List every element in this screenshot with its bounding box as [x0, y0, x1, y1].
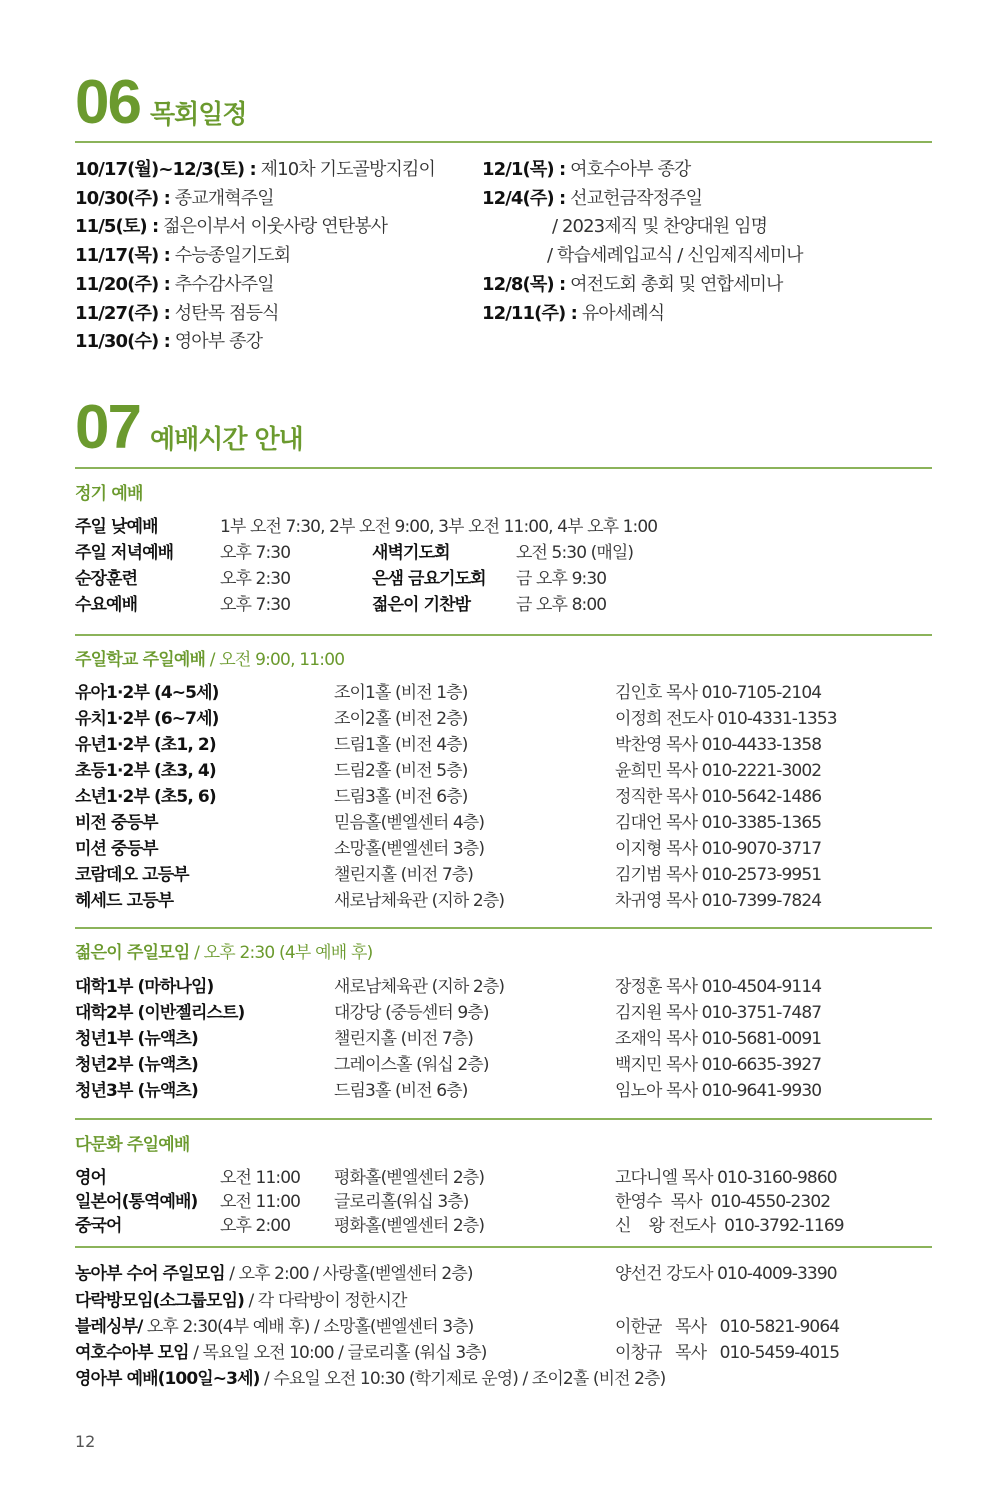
schedule-right-column — [482, 156, 803, 328]
schedule-item-continuation: / 2023제직 및 찬양대원 임명 — [552, 216, 768, 238]
list-item: 농아부 수어 주일모임 / 오후 2:00 / 사랑홀(벧엘센터 2층) 양선건 강도사 010-4009-3390 — [75, 1264, 837, 1284]
section-07-header — [75, 393, 303, 462]
table-row: 초등1·2부 (초3, 4) 드림2홀 (비전 5층) 윤희민 목사 010-2221-3002 — [75, 761, 822, 781]
schedule-item: 11/27(주) : 성탄목 점등식 — [75, 302, 279, 324]
service-row: 주일 낮예배 1부 오전 7:30, 2부 오전 9:00, 3부 오전 11:00, 4부 오후 1:00 — [75, 517, 658, 537]
table-row: 코람데오 고등부 챌린지홀 (비전 7층) 김기범 목사 010-2573-9951 — [75, 865, 822, 885]
schedule-item: 11/20(주) : 추수감사주일 — [75, 273, 274, 295]
table-row: 미션 중등부 소망홀(벧엘센터 3층) 이지형 목사 010-9070-3717 — [75, 839, 822, 859]
section-06-header — [75, 68, 247, 137]
list-item: 여호수아부 모임 / 목요일 오전 10:00 / 글로리홀 (워십 3층) 이창규 목사 010-5459-4015 — [75, 1343, 840, 1363]
schedule-item: 12/11(주) : 유아세례식 — [482, 302, 665, 324]
subsection-heading: 다문화 주일예배 — [75, 1135, 190, 1155]
page-number: 12 — [75, 1432, 96, 1451]
service-row: 주일 저녁예배 오후 7:30 새벽기도회 오전 5:30 (매일) — [75, 543, 634, 563]
table-row: 대학1부 (마하나임) 새로남체육관 (지하 2층) 장정훈 목사 010-4504-9114 — [75, 977, 822, 997]
list-item: 블레싱부/ 오후 2:30(4부 예배 후) / 소망홀(벧엘센터 3층) 이한균 목사 010-5821-9064 — [75, 1317, 840, 1337]
table-row: 소년1·2부 (초5, 6) 드림3홀 (비전 6층) 정직한 목사 010-5642-1486 — [75, 787, 822, 807]
table-row: 중국어 오후 2:00 평화홀(벧엘센터 2층) 신 왕 전도사 010-3792-1169 — [75, 1216, 844, 1236]
schedule-item-continuation: / 학습세례입교식 / 신임제직세미나 — [547, 245, 803, 267]
divider — [75, 141, 932, 143]
table-row: 청년1부 (뉴액츠) 챌린지홀 (비전 7층) 조재익 목사 010-5681-0091 — [75, 1029, 822, 1049]
schedule-left-column — [75, 156, 435, 357]
list-item: 다락방모임(소그룹모임) / 각 다락방이 정한시간 — [75, 1291, 407, 1311]
service-row: 수요예배 오후 7:30 젊은이 기찬밤 금 오후 8:00 — [75, 595, 607, 615]
divider — [75, 634, 932, 636]
schedule-item: 11/17(목) : 수능종일기도회 — [75, 245, 291, 267]
section-number: 07 — [75, 393, 140, 462]
subsection-heading: 정기 예배 — [75, 484, 143, 504]
service-row: 순장훈련 오후 2:30 은샘 금요기도회 금 오후 9:30 — [75, 569, 607, 589]
list-item: 영아부 예배(100일~3세) / 수요일 오전 10:30 (학기제로 운영) / 조이2홀 (비전 2층) — [75, 1369, 666, 1389]
schedule-item: 12/1(목) : 여호수아부 종강 — [482, 159, 691, 180]
subsection-heading: 주일학교 주일예배 / 오전 9:00, 11:00 — [75, 650, 345, 670]
schedule-item: 12/8(목) : 여전도회 총회 및 연합세미나 — [482, 273, 783, 295]
divider — [75, 927, 932, 929]
schedule-item: 12/4(주) : 선교헌금작정주일 — [482, 187, 703, 209]
subsection-heading: 젊은이 주일모임 / 오후 2:30 (4부 예배 후) — [75, 943, 373, 963]
schedule-item: 10/30(주) : 종교개혁주일 — [75, 187, 274, 209]
divider — [75, 1246, 932, 1248]
schedule-item: 11/5(토) : 젊은이부서 이웃사랑 연탄봉사 — [75, 216, 388, 238]
table-row: 유치1·2부 (6~7세) 조이2홀 (비전 2층) 이정희 전도사 010-4331-1353 — [75, 709, 837, 729]
table-row: 청년2부 (뉴액츠) 그레이스홀 (워십 2층) 백지민 목사 010-6635-3927 — [75, 1055, 822, 1075]
schedule-item: 10/17(월)~12/3(토) : 제10차 기도골방지킴이 — [75, 159, 435, 180]
table-row: 유년1·2부 (초1, 2) 드림1홀 (비전 4층) 박찬영 목사 010-4433-1358 — [75, 735, 822, 755]
table-row: 유아1·2부 (4~5세) 조이1홀 (비전 1층) 김인호 목사 010-7105-2104 — [75, 683, 822, 703]
table-row: 헤세드 고등부 새로남체육관 (지하 2층) 차귀영 목사 010-7399-7824 — [75, 891, 822, 911]
table-row: 청년3부 (뉴액츠) 드림3홀 (비전 6층) 임노아 목사 010-9641-9930 — [75, 1081, 822, 1101]
table-row: 비전 중등부 믿음홀(벧엘센터 4층) 김대언 목사 010-3385-1365 — [75, 813, 822, 833]
section-number: 06 — [75, 68, 140, 137]
divider — [75, 1118, 932, 1120]
section-title: 예배시간 안내 — [149, 425, 303, 455]
schedule-item: 11/30(수) : 영아부 종강 — [75, 331, 263, 353]
divider — [75, 467, 932, 469]
table-row: 대학2부 (이반젤리스트) 대강당 (중등센터 9층) 김지원 목사 010-3751-7487 — [75, 1003, 822, 1023]
table-row: 일본어(통역예배) 오전 11:00 글로리홀(워십 3층) 한영수 목사 010-4550-2302 — [75, 1192, 831, 1212]
section-title: 목회일정 — [149, 100, 247, 130]
table-row: 영어 오전 11:00 평화홀(벧엘센터 2층) 고다니엘 목사 010-3160-9860 — [75, 1168, 837, 1188]
